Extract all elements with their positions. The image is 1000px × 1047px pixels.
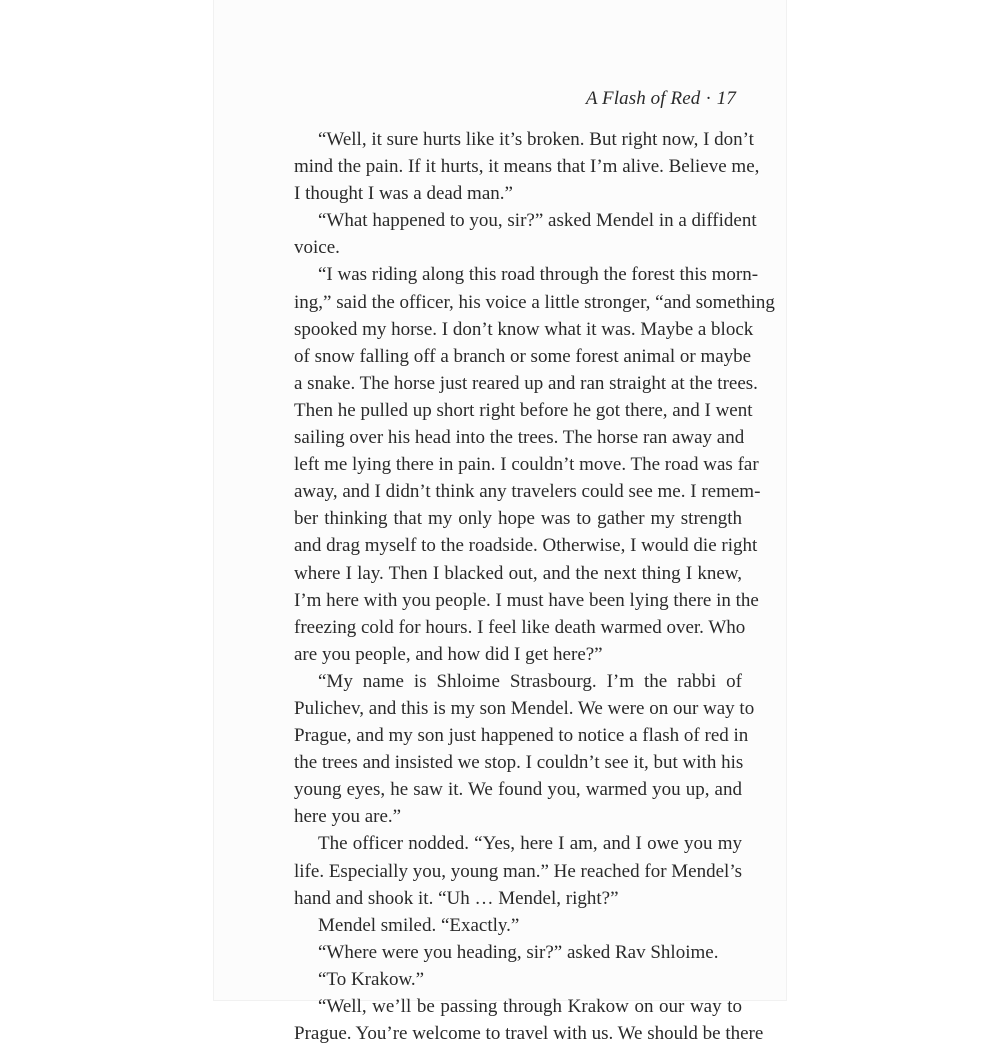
text-line: are you people, and how did I get here?”: [294, 643, 603, 665]
chapter-title: A Flash of Red: [585, 88, 701, 109]
page-number: 17: [716, 88, 736, 109]
text-line: a snake. The horse just reared up and ran straight at the trees.: [294, 372, 758, 394]
text-line: “Well, we’ll be passing through Krakow on our way to: [318, 996, 742, 1017]
text-line: “Well, it sure hurts like it’s broken. But right now, I don’t: [318, 129, 754, 150]
text-line: “What happened to you, sir?” asked Mendel in a diffident: [318, 210, 757, 232]
text-line: I’m here with you people. I must have been lying there in the: [294, 589, 759, 611]
running-head-separator: ·: [705, 88, 712, 109]
text-line: the trees and insisted we stop. I couldn’t see it, but with his: [294, 752, 744, 774]
paragraph: [272, 993, 764, 1047]
text-line: Prague. You’re welcome to travel with us. We should be there: [294, 1023, 764, 1045]
text-line: The officer nodded. “Yes, here I am, and I owe you my: [318, 833, 742, 855]
text-line: and drag myself to the roadside. Otherwise, I would die right: [294, 535, 758, 557]
text-line: Pulichev, and this is my son Mendel. We were on our way to: [294, 697, 755, 719]
text-line: I thought I was a dead man.”: [294, 183, 513, 205]
text-line: mind the pain. If it hurts, it means that I’m alive. Believe me,: [294, 156, 760, 178]
paragraph: [272, 966, 742, 993]
paragraph: [272, 668, 755, 831]
text-line: Mendel smiled. “Exactly.”: [318, 914, 520, 936]
paragraph: [272, 912, 742, 939]
text-line: sailing over his head into the trees. The horse ran away and: [294, 427, 745, 449]
text-line: Then he pulled up short right before he got there, and I went: [294, 399, 753, 421]
paragraph: [272, 261, 775, 667]
running-head: [230, 88, 736, 110]
text-line: away, and I didn’t think any travelers could see me. I remem-: [294, 481, 761, 503]
text-line: of snow falling off a branch or some forest animal or maybe: [294, 345, 752, 367]
text-line: hand and shook it. “Uh … Mendel, right?”: [294, 887, 619, 909]
paragraph: [272, 126, 760, 207]
text-line: young eyes, he saw it. We found you, warmed you up, and: [294, 779, 742, 801]
body-text: [272, 126, 775, 1047]
text-line: freezing cold for hours. I feel like death warmed over. Who: [294, 616, 746, 638]
text-line: life. Especially you, young man.” He reached for Mendel’s: [294, 860, 742, 882]
text-line: “Where were you heading, sir?” asked Rav Shloime.: [318, 941, 719, 963]
text-line: “To Krakow.”: [318, 968, 425, 990]
text-line: voice.: [294, 237, 340, 259]
text-line: ing,” said the officer, his voice a little stronger, “and something: [294, 291, 775, 313]
text-line: Prague, and my son just happened to notice a flash of red in: [294, 725, 749, 747]
text-line: ber thinking that my only hope was to gather my strength: [294, 508, 742, 530]
text-line: where I lay. Then I blacked out, and the next thing I knew,: [294, 562, 742, 584]
paragraph: [272, 939, 742, 966]
text-line: here you are.”: [294, 806, 402, 828]
paragraph: [272, 207, 757, 261]
paragraph: [272, 830, 742, 911]
text-line: spooked my horse. I don’t know what it was. Maybe a block: [294, 318, 754, 340]
text-line: left me lying there in pain. I couldn’t move. The road was far: [294, 454, 759, 476]
text-line: “My name is Shloime Strasbourg. I’m the rabbi of: [318, 670, 742, 692]
text-line: “I was riding along this road through the forest this morn-: [318, 264, 759, 286]
